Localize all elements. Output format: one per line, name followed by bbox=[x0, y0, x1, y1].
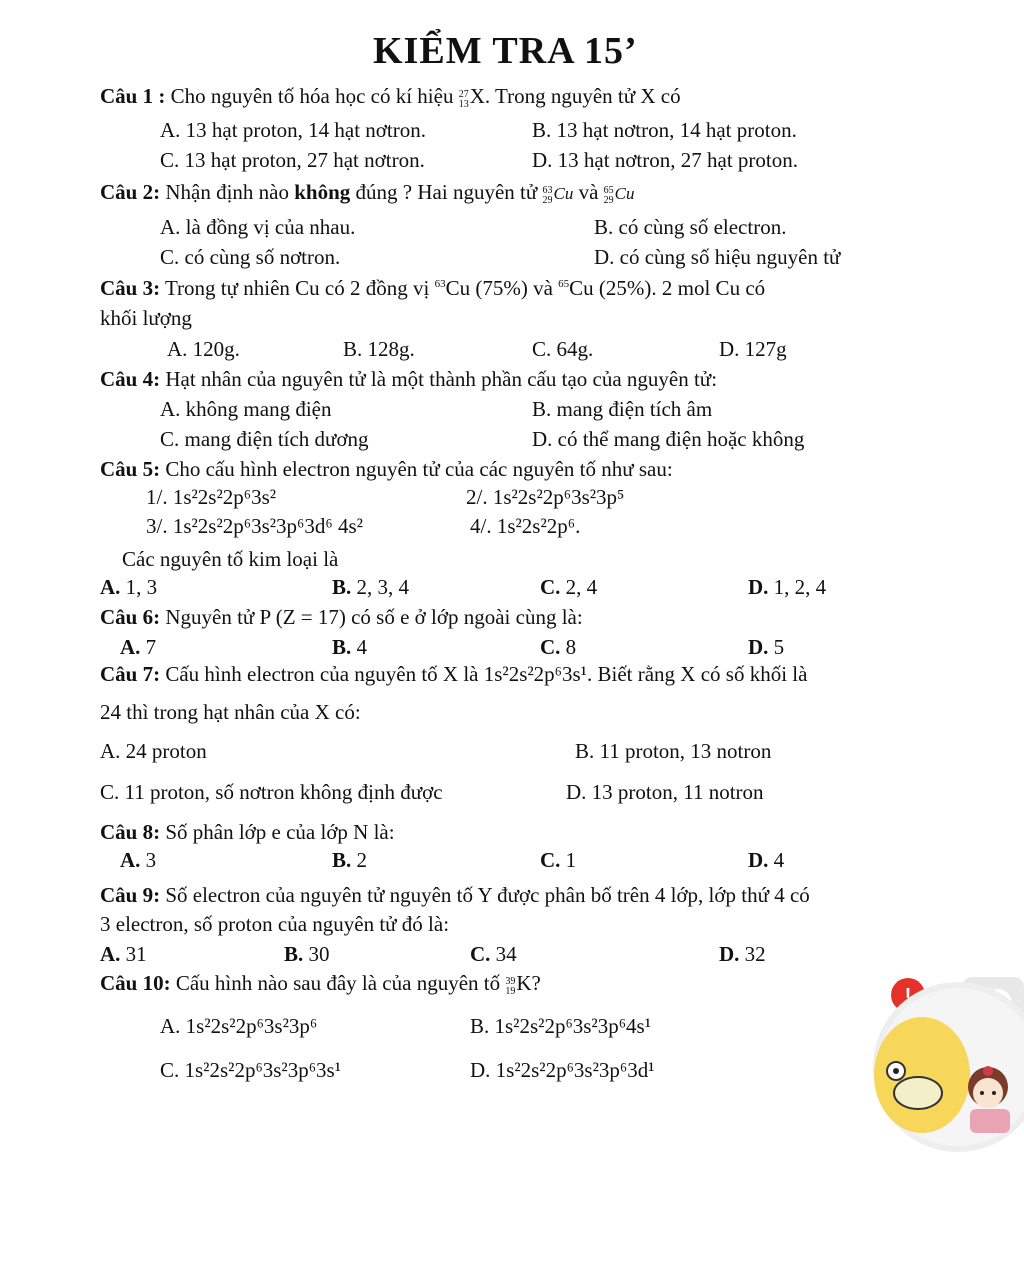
question-2-text: Nhận định nào bbox=[165, 180, 289, 204]
question-3-line-2: khối lượng bbox=[100, 306, 192, 330]
question-4 bbox=[100, 369, 717, 390]
question-8-text: Số phân lớp e của lớp N là: bbox=[165, 820, 395, 844]
question-5-label: Câu 5: bbox=[100, 457, 161, 481]
question-2 bbox=[100, 182, 635, 206]
isotope-mass-65: 65 bbox=[558, 278, 570, 290]
q7-option-c: C. 11 proton, số nơtron không định được bbox=[100, 780, 443, 804]
q1-option-a: A. 13 hạt proton, 14 hạt nơtron. bbox=[160, 118, 426, 142]
q10-option-c: C. 1s²2s²2p⁶3s²3p⁶3s¹ bbox=[160, 1058, 342, 1082]
question-10-label: Câu 10: bbox=[100, 971, 171, 995]
q2-option-a: A. là đồng vị của nhau. bbox=[160, 215, 356, 239]
question-8-label: Câu 8: bbox=[100, 820, 161, 844]
q3-option-d: D. 127g bbox=[719, 337, 787, 361]
q6-option-c: C. 8 bbox=[540, 635, 577, 659]
question-6-label: Câu 6: bbox=[100, 605, 161, 629]
isotope-symbol-2: Cu bbox=[614, 184, 635, 203]
isotope-symbol-k: K? bbox=[516, 971, 541, 995]
q8-option-a: A. 3 bbox=[120, 848, 157, 872]
question-4-label: Câu 4: bbox=[100, 367, 161, 391]
question-1-label: Câu 1 : bbox=[100, 84, 166, 108]
question-1-text-end: . Trong nguyên tử X có bbox=[484, 84, 681, 108]
conjunction: và bbox=[578, 180, 599, 204]
question-5-text: Cho cấu hình electron nguyên tử của các nguyên tố như sau: bbox=[165, 457, 673, 481]
notification-badge-text: ! bbox=[904, 985, 912, 1007]
question-7-line-2: 24 thì trong hạt nhân của X có: bbox=[100, 700, 361, 724]
question-3 bbox=[100, 278, 765, 299]
isotope-mass-63: 63 bbox=[434, 278, 446, 290]
question-10 bbox=[100, 973, 541, 997]
q9-option-b: B. 30 bbox=[284, 942, 330, 966]
question-7-text: Cấu hình electron của nguyên tố X là 1s²2s²2p⁶3s¹. Biết rằng X có số khối là bbox=[165, 662, 808, 686]
question-3-text-c: Cu (25%). 2 mol Cu có bbox=[569, 276, 766, 300]
q3-option-c: C. 64g. bbox=[532, 337, 594, 361]
q2-option-c: C. có cùng số nơtron. bbox=[160, 245, 341, 269]
isotope-notation-2: 65 29 bbox=[603, 185, 614, 206]
isotope-symbol: X bbox=[469, 84, 485, 108]
question-2-label: Câu 2: bbox=[100, 180, 161, 204]
q10-option-d: D. 1s²2s²2p⁶3s²3p⁶3d¹ bbox=[470, 1058, 655, 1082]
chat-head-widget[interactable] bbox=[870, 975, 1024, 1155]
duck-beak bbox=[894, 1077, 942, 1109]
question-7 bbox=[100, 664, 807, 685]
q6-option-a: A. 7 bbox=[120, 635, 157, 659]
q4-option-b: B. mang điện tích âm bbox=[532, 397, 713, 421]
question-7-label: Câu 7: bbox=[100, 662, 161, 686]
q4-option-a: A. không mang điện bbox=[160, 397, 332, 421]
q3-option-b: B. 128g. bbox=[343, 337, 415, 361]
q8-option-c: C. 1 bbox=[540, 848, 577, 872]
q9-option-c: C. 34 bbox=[470, 942, 517, 966]
q10-option-a: A. 1s²2s²2p⁶3s²3p⁶ bbox=[160, 1014, 318, 1038]
q9-option-a: A. 31 bbox=[100, 942, 147, 966]
config-4: 4/. 1s²2s²2p⁶. bbox=[470, 514, 581, 538]
question-3-text-b: Cu (75%) và bbox=[445, 276, 553, 300]
q1-option-c: C. 13 hạt proton, 27 hạt nơtron. bbox=[160, 148, 425, 172]
chat-head-graphic[interactable] bbox=[870, 975, 1024, 1155]
question-1 bbox=[100, 86, 681, 110]
q6-option-d: D. 5 bbox=[748, 635, 785, 659]
q8-option-b: B. 2 bbox=[332, 848, 368, 872]
question-9-line-2: 3 electron, số proton của nguyên tử đó là: bbox=[100, 912, 450, 936]
q5-option-b: B. 2, 3, 4 bbox=[332, 575, 410, 599]
q5-option-c: C. 2, 4 bbox=[540, 575, 598, 599]
q5-option-a: A. 1, 3 bbox=[100, 575, 158, 599]
isotope-notation: 27 13 bbox=[458, 89, 469, 110]
config-1: 1/. 1s²2s²2p⁶3s² bbox=[146, 485, 277, 509]
question-6-text: Nguyên tử P (Z = 17) có số e ở lớp ngoài cùng là: bbox=[165, 605, 583, 629]
q2-option-d: D. có cùng số hiệu nguyên tử bbox=[594, 245, 841, 269]
question-2-text-b: đúng ? Hai nguyên tử bbox=[355, 180, 538, 204]
isotope-notation-k: 39 19 bbox=[505, 976, 516, 997]
q7-option-a: A. 24 proton bbox=[100, 739, 207, 763]
q5-option-d: D. 1, 2, 4 bbox=[748, 575, 827, 599]
question-8 bbox=[100, 822, 395, 843]
question-9 bbox=[100, 885, 810, 906]
question-9-text: Số electron của nguyên tử nguyên tố Y được phân bố trên 4 lớp, lớp thứ 4 có bbox=[165, 883, 810, 907]
q8-option-d: D. 4 bbox=[748, 848, 785, 872]
q9-option-d: D. 32 bbox=[719, 942, 766, 966]
q7-option-d: D. 13 proton, 11 notron bbox=[566, 780, 764, 804]
question-9-label: Câu 9: bbox=[100, 883, 161, 907]
character-face bbox=[973, 1078, 1003, 1108]
question-5 bbox=[100, 459, 673, 480]
q1-option-b: B. 13 hạt nơtron, 14 hạt proton. bbox=[532, 118, 797, 142]
config-2: 2/. 1s²2s²2p⁶3s²3p⁵ bbox=[466, 485, 625, 509]
question-6 bbox=[100, 607, 583, 628]
page-title: KIỂM TRA 15’ bbox=[373, 30, 638, 72]
q7-option-b: B. 11 proton, 13 notron bbox=[575, 739, 772, 763]
q3-option-a: A. 120g. bbox=[167, 337, 240, 361]
question-5-prompt: Các nguyên tố kim loại là bbox=[122, 547, 339, 571]
isotope-notation-1: 63 29 bbox=[542, 185, 553, 206]
q2-option-b: B. có cùng số electron. bbox=[594, 215, 787, 239]
config-3: 3/. 1s²2s²2p⁶3s²3p⁶3d⁶ 4s² bbox=[146, 514, 363, 538]
q4-option-c: C. mang điện tích dương bbox=[160, 427, 369, 451]
question-3-label: Câu 3: bbox=[100, 276, 161, 300]
question-2-emphasis: không bbox=[294, 180, 351, 204]
q1-option-d: D. 13 hạt nơtron, 27 hạt proton. bbox=[532, 148, 798, 172]
question-1-text: Cho nguyên tố hóa học có kí hiệu bbox=[170, 84, 454, 108]
q6-option-b: B. 4 bbox=[332, 635, 368, 659]
q10-option-b: B. 1s²2s²2p⁶3s²3p⁶4s¹ bbox=[470, 1014, 652, 1038]
question-4-text: Hạt nhân của nguyên tử là một thành phần cấu tạo của nguyên tử: bbox=[165, 367, 718, 391]
q4-option-d: D. có thể mang điện hoặc không bbox=[532, 427, 805, 451]
question-10-text: Cấu hình nào sau đây là của nguyên tố bbox=[175, 971, 501, 995]
isotope-symbol-1: Cu bbox=[553, 184, 574, 203]
character-body bbox=[970, 1109, 1010, 1133]
question-3-text: Trong tự nhiên Cu có 2 đồng vị bbox=[164, 276, 430, 300]
